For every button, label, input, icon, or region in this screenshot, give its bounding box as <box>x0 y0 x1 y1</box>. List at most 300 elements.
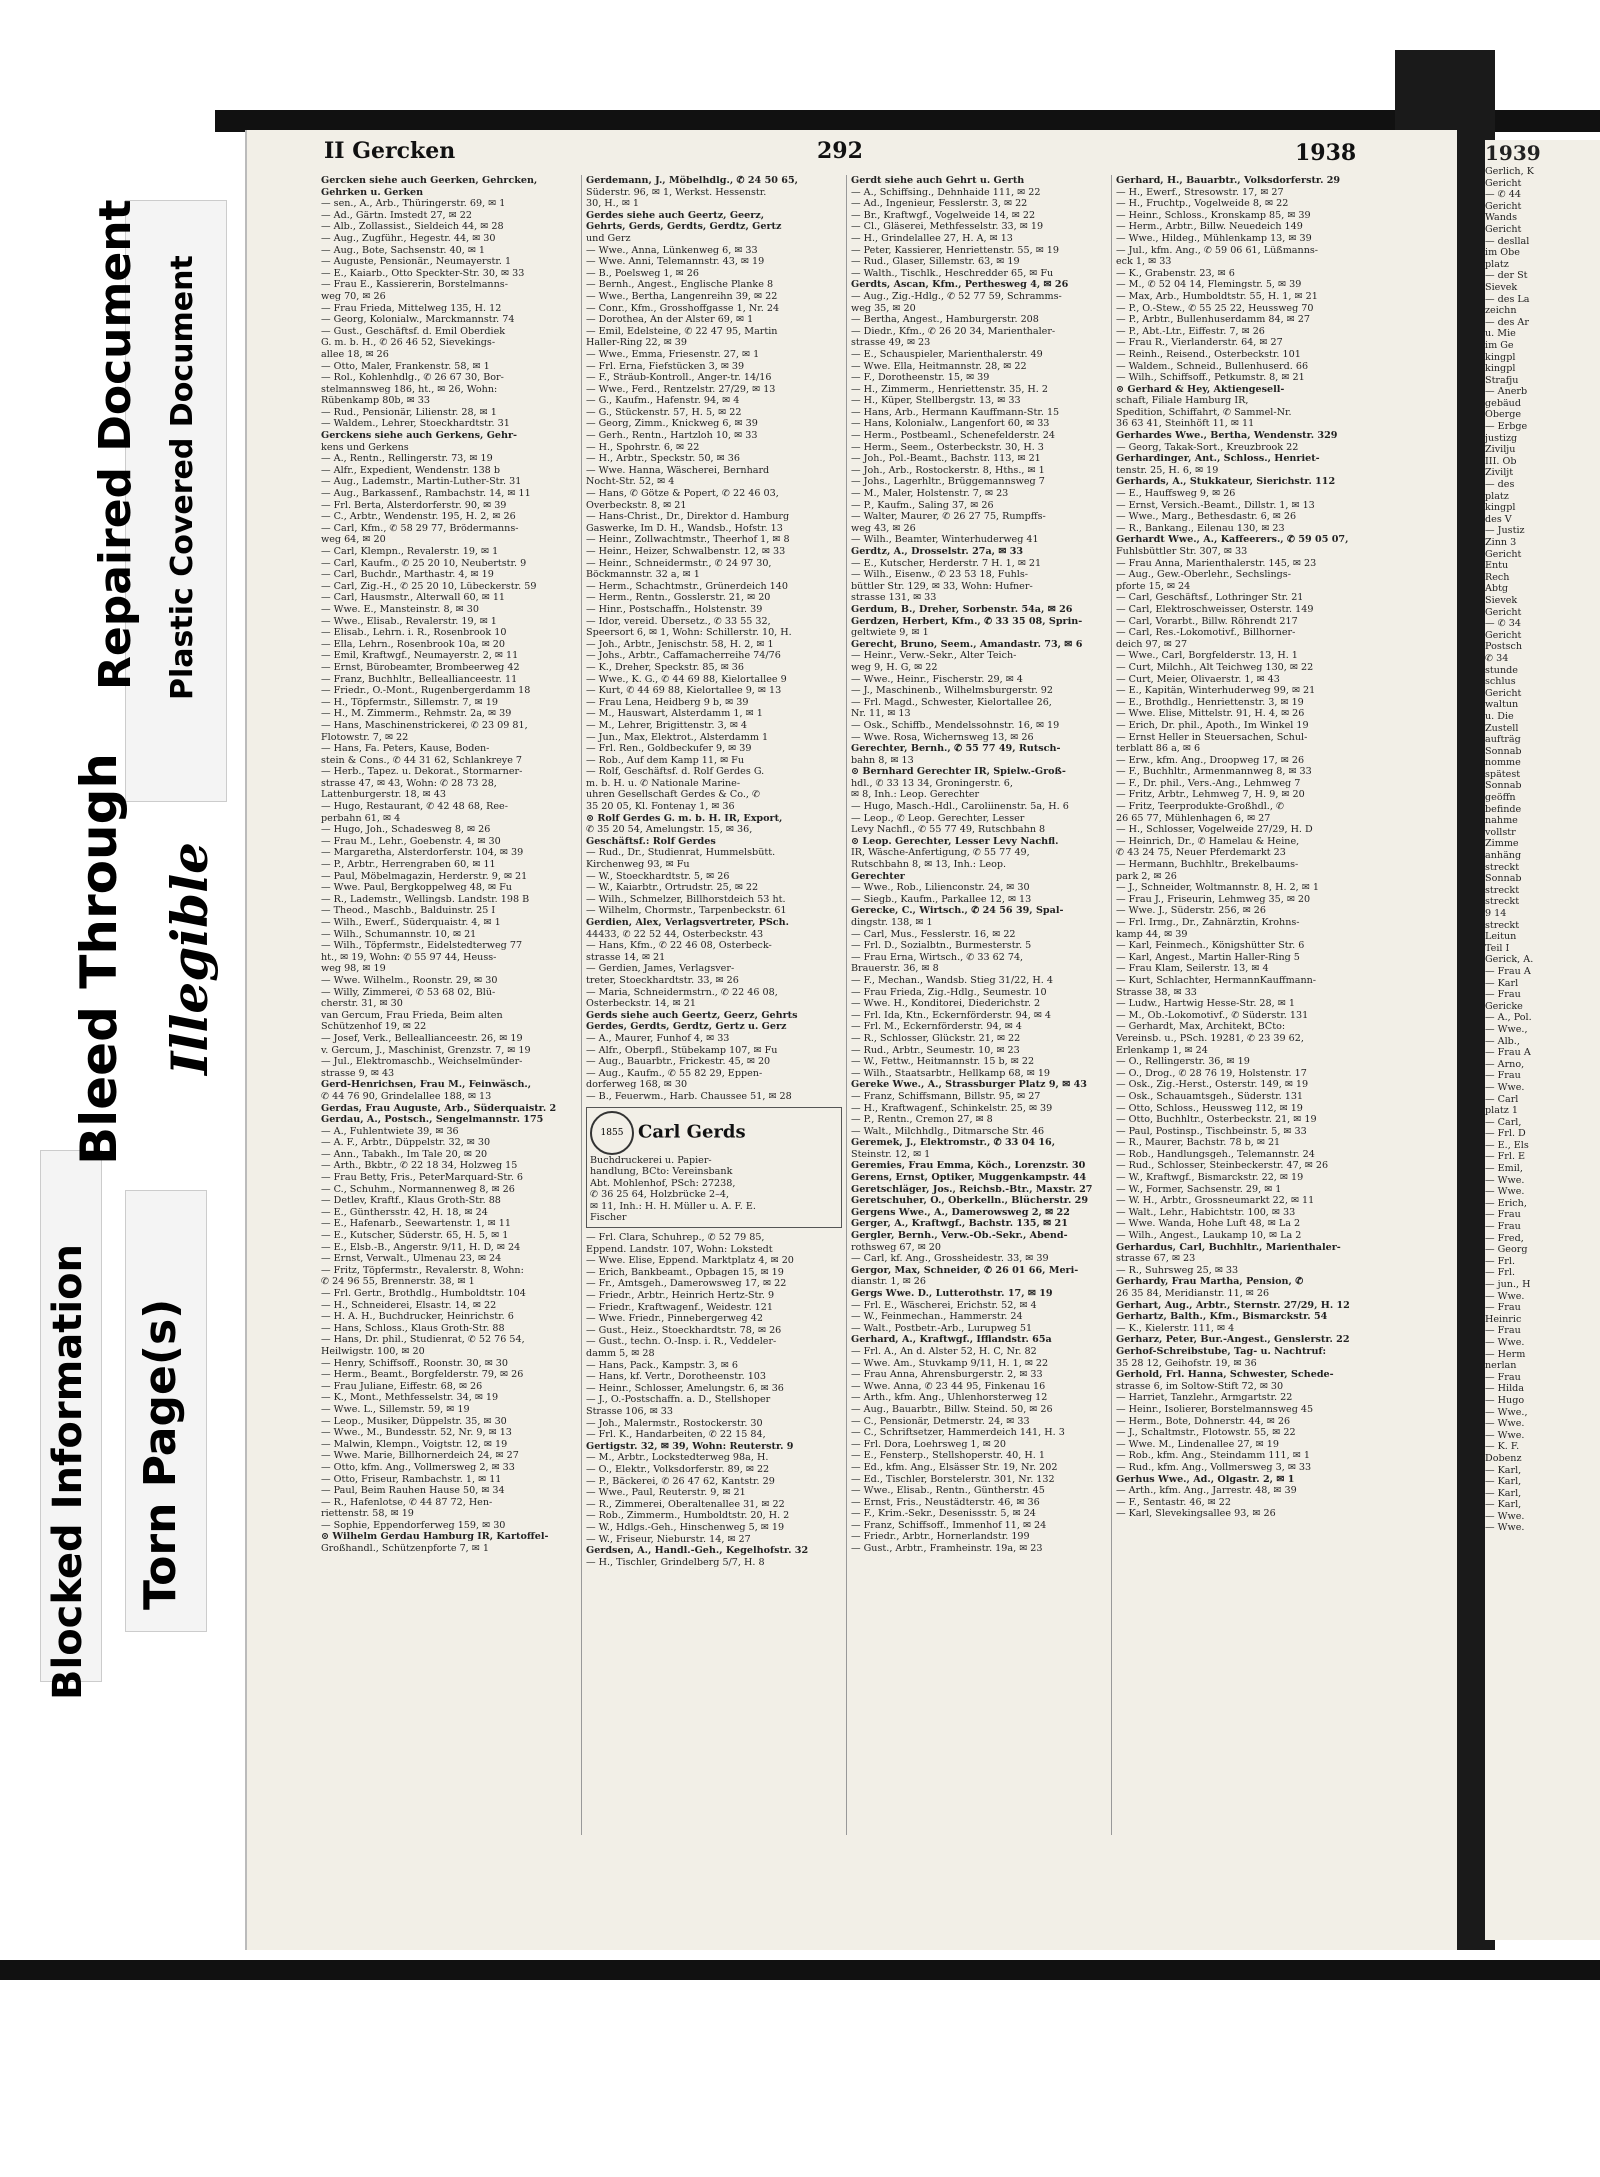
directory-entry: — Hans-Christ., Dr., Direktor d. Hamburg <box>586 511 790 523</box>
directory-entry: — Wwe., Paul, Reuterstr. 9, ✉ 21 <box>586 1487 746 1499</box>
directory-entry: — Joh., Arb., Rostockerstr. 8, Hths., ✉ 1 <box>851 464 1045 476</box>
directory-entry: dorferweg 168, ✉ 30 <box>586 1079 688 1091</box>
directory-entry: — R., Bankang., Eilenau 130, ✉ 23 <box>1116 522 1285 534</box>
directory-entry: — Wwe. Ella, Heitmannstr. 28, ✉ 22 <box>851 360 1027 372</box>
directory-entry: Gerecke, C., Wirtsch., ✆ 24 56 39, Spal- <box>851 905 1064 917</box>
directory-entry: — Rob., Zimmerm., Humboldtstr. 20, H. 2 <box>586 1510 790 1522</box>
strip-entry: Sonnab <box>1485 745 1522 757</box>
directory-entry: Gerharz, Peter, Bur.-Angest., Genslerstr. 22 <box>1116 1334 1350 1346</box>
directory-entry: — Heinr., Schneidermstr., ✆ 24 97 30, <box>586 557 772 569</box>
directory-entry: allee 18, ✉ 26 <box>321 348 389 360</box>
directory-entry: — Ernst Heller in Steuersachen, Schul- <box>1116 731 1308 743</box>
directory-entry: Gerds siehe auch Geertz, Geerz, Gehrts <box>586 1009 798 1021</box>
strip-entry: — Frau <box>1485 1221 1521 1233</box>
directory-entry: — E., Brothdlg., Henriettenstr. 3, ✉ 19 <box>1116 696 1304 708</box>
directory-entry: — Frl. Irmg., Dr., Zahnärztin, Krohns- <box>1116 917 1300 928</box>
directory-entry: — C., Pensionär, Detmerstr. 24, ✉ 33 <box>851 1415 1030 1427</box>
directory-entry: Gaswerke, Im D. H., Wandsb., Hofstr. 13 <box>586 522 783 534</box>
directory-entry: treter, Stoeckhardtstr. 33, ✉ 26 <box>586 974 739 986</box>
directory-entry: — F., Sträub-Kontroll., Anger-tr. 14/16 <box>586 372 772 384</box>
directory-entry: strasse 9, ✉ 43 <box>321 1067 395 1079</box>
directory-entry: — H., Ewerf., Stresowstr. 17, ✉ 27 <box>1116 186 1284 198</box>
strip-entry: Abtg <box>1485 583 1509 595</box>
directory-entry: ✆ 44 76 90, Grindelallee 188, ✉ 13 <box>321 1090 492 1102</box>
directory-entry: — Osk., Schauamtsgeh., Süderstr. 131 <box>1116 1090 1304 1102</box>
directory-entry: — H., Spohrstr. 6, ✉ 22 <box>586 441 700 453</box>
directory-entry: — Wilh., Eisenw., ✆ 23 53 18, Fuhls- <box>851 569 1029 581</box>
directory-entry: — Peter, Kassierer, Henriettenstr. 55, ✉ 19 <box>851 244 1060 256</box>
directory-entry: — Arth., Bkbtr., ✆ 22 18 34, Holzweg 15 <box>321 1160 518 1172</box>
directory-entry: — Heinr., Schlosser, Amelungstr. 6, ✉ 36 <box>586 1382 784 1394</box>
directory-entry: — Heinr., Zollwachtmstr., Theerhof 1, ✉ 8 <box>586 534 790 546</box>
strip-entry: — Hugo <box>1485 1394 1525 1406</box>
page-year: 1938 <box>1295 140 1357 166</box>
strip-entry: kingpl <box>1485 351 1516 363</box>
directory-entry: 44433, ✆ 22 52 44, Osterbeckstr. 43 <box>586 928 764 940</box>
directory-entry: — Max, Arb., Humboldtstr. 55, H. 1, ✉ 21 <box>1116 290 1318 302</box>
bleed-through-label: Bleed Through <box>70 753 128 1165</box>
strip-entry: — Herm <box>1485 1348 1526 1360</box>
strip-entry: geöffn <box>1485 792 1516 804</box>
directory-entry: — Ludw., Hartwig Hesse-Str. 28, ✉ 1 <box>1116 998 1295 1010</box>
directory-entry: — Wwe. Am., Stuvkamp 9/11, H. 1, ✉ 22 <box>851 1357 1049 1369</box>
directory-entry: — R., Schlosser, Glückstr. 21, ✉ 22 <box>851 1032 1021 1044</box>
directory-entry: van Gercum, Frau Frieda, Beim alten <box>321 1009 503 1021</box>
strip-entry: Heinric <box>1485 1313 1522 1325</box>
ad-line: ✆ 36 25 64, Holzbrücke 2–4, <box>590 1189 730 1201</box>
directory-entry: — P., Bäckerei, ✆ 26 47 62, Kantstr. 29 <box>586 1475 775 1487</box>
strip-entry: streckt <box>1485 896 1520 908</box>
directory-entry: — Wilh., Beamter, Winterhuderweg 41 <box>851 534 1039 546</box>
directory-entry: — Hans, ✆ Götze & Popert, ✆ 22 46 03, <box>586 488 779 500</box>
directory-entry: — Carl, Geschäftsf., Lothringer Str. 21 <box>1116 592 1304 604</box>
directory-entry: — Frau E., Kassiererin, Borstelmanns- <box>321 279 508 291</box>
directory-entry: — Frau Lena, Heidberg 9 b, ✉ 39 <box>586 696 749 708</box>
directory-entry: Gerhardy, Frau Martha, Pension, ✆ <box>1116 1276 1304 1288</box>
directory-entry: — Otto, Maler, Frankenstr. 58, ✉ 1 <box>321 360 490 372</box>
directory-entry: — P., Kaufm., Saling 37, ✉ 26 <box>851 499 994 511</box>
directory-entry: — A., Maurer, Funhof 4, ✉ 33 <box>586 1032 730 1044</box>
directory-entry: Gehrken u. Gerken <box>321 186 424 198</box>
strip-entry: u. Die <box>1485 710 1514 722</box>
strip-entry: schlus <box>1485 676 1516 688</box>
strip-entry: ✆ 34 <box>1485 652 1509 664</box>
directory-entry: — Ernst, Verwalt., Ulmenau 23, ✉ 24 <box>321 1253 502 1265</box>
directory-entry: rothsweg 67, ✉ 20 <box>851 1241 942 1253</box>
directory-entry: Geremek, J., Elektromstr., ✆ 33 04 16, <box>851 1137 1056 1149</box>
strip-entry: im Obe <box>1485 247 1520 259</box>
directory-entry: ⊙ Wilhelm Gerdau Hamburg IR, Kartoffel- <box>321 1531 549 1543</box>
directory-entry: — Frau Frieda, Zig.-Hdlg., Seumestr. 10 <box>851 986 1047 998</box>
directory-entry: Eppend. Landstr. 107, Wohn: Lokstedt <box>586 1243 773 1255</box>
directory-entry: — Hermann, Buchhltr., Brekelbaums- <box>1116 859 1299 871</box>
strip-entry: — Justiz <box>1485 525 1525 537</box>
directory-entry: — Rud., Arbtr., Seumestr. 10, ✉ 23 <box>851 1044 1020 1056</box>
directory-entry: — Wwe. Paul, Bergkoppelweg 48, ✉ Fu <box>321 882 512 894</box>
directory-entry: — Carl, Hausmstr., Alterwall 60, ✉ 11 <box>321 592 506 604</box>
directory-entry: — E., Kaiarb., Otto Speckter-Str. 30, ✉ 33 <box>321 267 525 279</box>
strip-entry: des V <box>1485 513 1512 525</box>
directory-entry: — Friedr., Kraftwagenf., Weidestr. 121 <box>586 1301 773 1313</box>
directory-entry: — Heinr., Isolierer, Borstelmannsweg 45 <box>1116 1403 1314 1415</box>
directory-entry: Levy Nachfl., ✆ 55 77 49, Rutschbahn 8 <box>851 824 1046 836</box>
directory-entry: — Aug., Kaufm., ✆ 55 82 29, Eppen- <box>586 1067 763 1079</box>
directory-entry: — Wwe., Elisab., Revalerstr. 19, ✉ 1 <box>321 615 497 627</box>
directory-entry: ⊙ Leop. Gerechter, Lesser Levy Nachfl. <box>851 835 1059 847</box>
directory-entry: ✉ 8, Inh.: Leop. Gerechter <box>851 789 980 801</box>
strip-entry: Gericht <box>1485 606 1522 618</box>
strip-entry: Gerick, A. <box>1485 954 1534 966</box>
ad-line: Abt. Mohlenhof, PSch: 27238, <box>590 1177 736 1189</box>
directory-entry: — H., Fruchtp., Vogelweide 8, ✉ 22 <box>1116 198 1289 210</box>
strip-entry: spätest <box>1485 768 1521 780</box>
directory-entry: — Curt, Milchh., Alt Teichweg 130, ✉ 22 <box>1116 661 1314 673</box>
directory-entry: — R., Maurer, Bachstr. 78 b, ✉ 21 <box>1116 1137 1281 1149</box>
page-header <box>247 130 1457 170</box>
directory-entry: ✆ 43 24 75, Neuer Pferdemarkt 23 <box>1116 847 1286 859</box>
directory-entry: 35 28 12, Geihofstr. 19, ✉ 36 <box>1116 1357 1257 1369</box>
strip-entry: — Frau <box>1485 989 1521 1001</box>
directory-entry: — F., Mechan., Wandsb. Stieg 31/22, H. 4 <box>851 974 1053 986</box>
directory-entry: — M., Ob.-Lokomotivf., ✆ Süderstr. 131 <box>1116 1009 1309 1021</box>
directory-entry: Geremies, Frau Emma, Köch., Lorenzstr. 30 <box>851 1160 1086 1172</box>
directory-entry: — Hugo, Masch.-Hdl., Caroliinenstr. 5a, H. 6 <box>851 801 1069 813</box>
directory-entry: — Wwe., Elisab., Rentn., Güntherstr. 45 <box>851 1485 1045 1497</box>
strip-entry: befinde <box>1485 803 1522 815</box>
directory-entry: — Erw., kfm. Ang., Droopweg 17, ✉ 26 <box>1116 754 1305 766</box>
directory-entry: — M., Lehrer, Brigittenstr. 3, ✉ 4 <box>586 719 748 731</box>
directory-entry: — K., Mont., Methfesselstr. 34, ✉ 19 <box>321 1392 499 1404</box>
directory-entry: — A., Fuhlentwiete 39, ✉ 36 <box>321 1125 459 1137</box>
directory-entry: — Malwin, Klempn., Voigtstr. 12, ✉ 19 <box>321 1438 508 1450</box>
directory-entry: — Walter, Maurer, ✆ 26 27 75, Rumpffs- <box>851 511 1046 523</box>
strip-entry: — Arno, <box>1485 1058 1525 1070</box>
directory-entry: — W., Former, Sachsenstr. 29, ✉ 1 <box>1116 1183 1282 1195</box>
directory-entry: — Karl, Slevekingsallee 93, ✉ 26 <box>1116 1508 1276 1520</box>
strip-entry: — Wwe. <box>1485 1336 1525 1348</box>
directory-entry: — Walt., Milchhdlg., Ditmarsche Str. 46 <box>851 1125 1045 1137</box>
strip-entry: — Frl. <box>1485 1255 1516 1267</box>
directory-entry: — Rud., Glaser, Sillemstr. 63, ✉ 19 <box>851 256 1020 268</box>
strip-entry: — jun., H <box>1485 1279 1531 1290</box>
strip-entry: 9 14 <box>1485 908 1507 919</box>
directory-entry: — Friedr., O.-Mont., Rugenbergerdamm 18 <box>321 685 531 697</box>
directory-entry: — Elisab., Lehrn. i. R., Rosenbrook 10 <box>321 627 507 639</box>
strip-entry: Sonnab <box>1485 873 1522 885</box>
strip-entry: aufträg <box>1485 734 1521 746</box>
directory-entry: Gerhardt Wwe., A., Kaffeerers., ✆ 59 05 07, <box>1116 534 1349 546</box>
strip-entry: Gerlich, K <box>1485 166 1534 177</box>
strip-entry: Zinn 3 <box>1485 537 1517 548</box>
directory-entry: ✆ 24 96 55, Brennerstr. 38, ✉ 1 <box>321 1276 475 1288</box>
directory-entry: — Frl. Ren., Goldbeckufer 9, ✉ 39 <box>586 743 752 755</box>
directory-entry: — Wwe. Elise, Eppend. Marktplatz 4, ✉ 20 <box>586 1255 794 1267</box>
strip-entry: streckt <box>1485 884 1520 896</box>
directory-entry: — F., Dorotheenstr. 15, ✉ 39 <box>851 372 990 384</box>
directory-columns <box>317 175 1377 1835</box>
directory-entry: — Rob., kfm. Ang., Steindamm 111, ✉ 1 <box>1116 1450 1310 1462</box>
directory-entry: weg 43, ✉ 26 <box>851 522 916 534</box>
directory-entry: — Herm., Schachtmstr., Grünerdeich 140 <box>586 580 788 592</box>
directory-entry: — E., Hauffsweg 9, ✉ 26 <box>1116 488 1236 500</box>
directory-entry: — Franz, Buchhltr., Belleallianceestr. 11 <box>321 673 518 685</box>
strip-entry: platz <box>1485 258 1509 270</box>
directory-entry: — Fritz, Teerprodukte-Großhdl., ✆ <box>1116 801 1284 813</box>
carl-gerds-advertisement <box>586 1107 842 1229</box>
directory-entry: — Frl. K., Handarbeiten, ✆ 22 15 84, <box>586 1429 766 1441</box>
directory-entry: — Arth., kfm. Ang., Uhlenhorsterweg 12 <box>851 1392 1048 1404</box>
directory-entry: — Theod., Maschb., Balduinstr. 25 I <box>321 905 496 917</box>
directory-entry: — Sophie, Eppendorferweg 159, ✉ 30 <box>321 1519 506 1531</box>
directory-entry: — Wwe. J., Süderstr. 256, ✉ 26 <box>1116 905 1267 917</box>
bottom-edge-band <box>0 1960 1600 1980</box>
directory-entry: — Hans, Schloss., Klaus Groth-Str. 88 <box>321 1322 505 1334</box>
strip-entry: — Wwe. <box>1485 1290 1525 1302</box>
directory-entry: — Ad., Ingenieur, Fesslerstr. 3, ✉ 22 <box>851 198 1028 210</box>
strip-entry: Rech <box>1485 571 1510 583</box>
directory-entry: — Aug., Bauarbtr., Frickestr. 45, ✉ 20 <box>586 1056 771 1068</box>
directory-entry: Gerd-Henrichsen, Frau M., Feinwäsch., <box>321 1079 532 1091</box>
directory-entry: 26 35 84, Meridianstr. 11, ✉ 26 <box>1116 1288 1270 1299</box>
directory-entry: hdl., ✆ 33 13 34, Groningerstr. 6, <box>851 777 1013 789</box>
directory-entry: — J., Maschinenb., Wilhelmsburgerstr. 92 <box>851 685 1054 697</box>
directory-entry: — Hugo, Restaurant, ✆ 42 48 68, Ree- <box>321 801 508 813</box>
directory-entry: — Otto, Friseur, Rambachstr. 1, ✉ 11 <box>321 1473 502 1485</box>
directory-entry: Gerdzen, Herbert, Kfm., ✆ 33 35 08, Sprin- <box>851 615 1083 627</box>
directory-entry: — Hans, Maschinenstrickerei, ✆ 23 09 81, <box>321 719 528 731</box>
strip-entry: — Wwe. <box>1485 1081 1525 1093</box>
directory-entry: — Frl. A., An d. Alster 52, H. C, Nr. 82 <box>851 1345 1037 1357</box>
directory-entry: Gergs Wwe. D., Lutterothstr. 17, ✉ 19 <box>851 1288 1053 1299</box>
directory-entry: — Margaretha, Alsterdorferstr. 104, ✉ 39 <box>321 847 524 859</box>
directory-entry: — Aug., Bote, Sachsenstr. 40, ✉ 1 <box>321 244 486 256</box>
directory-entry: — Rud., kfm. Ang., Vollmersweg 3, ✉ 33 <box>1116 1461 1312 1473</box>
directory-entry: — Walt., Postbetr.-Arb., Lurupweg 51 <box>851 1322 1033 1334</box>
directory-entry: — Dorothea, An der Alster 69, ✉ 1 <box>586 314 754 326</box>
directory-entry: — Wwe. H., Konditorei, Diederichstr. 2 <box>851 998 1041 1010</box>
directory-entry: — Rol., Kohlenhdlg., ✆ 26 67 30, Bor- <box>321 372 504 384</box>
directory-entry: Gerecht, Bruno, Seem., Amandastr. 73, ✉ 6 <box>851 638 1083 650</box>
directory-entry: 35 20 05, Kl. Fontenay 1, ✉ 36 <box>586 801 735 813</box>
directory-entry: — Wwe. E., Mansteinstr. 8, ✉ 30 <box>321 603 479 615</box>
directory-entry: — Herb., Tapez. u. Dekorat., Stormarner- <box>321 766 523 778</box>
directory-entry: — Wwe., Marg., Bethesdastr. 6, ✉ 26 <box>1116 511 1297 523</box>
strip-entry: — K. F. <box>1485 1441 1520 1453</box>
strip-entry: Sievek <box>1485 281 1518 293</box>
directory-entry: — Joh., Pol.-Beamt., Bachstr. 113, ✉ 21 <box>851 453 1041 465</box>
directory-entry: kens und Gerkens <box>321 441 409 453</box>
directory-entry: Gerhartz, Balth., Kfm., Bismarckstr. 54 <box>1116 1311 1328 1323</box>
directory-entry: — H., M. Zimmerm., Rehmstr. 2a, ✉ 39 <box>321 708 512 720</box>
directory-entry: — Carl, Buchdr., Marthastr. 4, ✉ 19 <box>321 569 494 581</box>
directory-entry: — H., Grindelallee 27, H. A, ✉ 13 <box>851 232 1013 244</box>
directory-entry: — Hans, kf. Vertr., Dorotheenstr. 103 <box>586 1371 767 1383</box>
directory-entry: geltwiete 9, ✉ 1 <box>851 627 929 639</box>
directory-entry: — Fritz, Töpfermstr., Revalerstr. 8, Wohn: <box>321 1264 524 1276</box>
directory-entry: — P., Arbtr., Herrengraben 60, ✉ 11 <box>321 859 496 871</box>
directory-entry: Gerhardinger, Ant., Schloss., Henriet- <box>1116 453 1320 465</box>
directory-entry: — Fritz, Arbtr., Lehmweg 7, H. 9, ✉ 20 <box>1116 789 1305 801</box>
directory-entry: ht., ✉ 19, Wohn: ✆ 55 97 44, Heuss- <box>321 951 497 963</box>
directory-entry: — Georg, Kolonialw., Marckmannstr. 74 <box>321 314 515 326</box>
directory-entry: Geretschläger, Jos., Reichsb.-Btr., Maxstr. 27 <box>851 1183 1093 1195</box>
directory-entry: — Frau Frieda, Mittelweg 135, H. 12 <box>321 302 502 314</box>
strip-entry: im Ge <box>1485 339 1514 351</box>
directory-entry: — Siegb., Kaufm., Parkallee 12, ✉ 13 <box>851 893 1032 905</box>
next-page-strip <box>1485 140 1600 1940</box>
directory-entry: — Alb., Zollassist., Sieldeich 44, ✉ 28 <box>321 221 504 233</box>
directory-entry: — J., O.-Postschaffn. a. D., Stellshoper <box>586 1394 771 1406</box>
gerds-logo-icon: 1855 <box>590 1111 634 1155</box>
directory-entry: — Carl, Zig.-H., ✆ 25 20 10, Lübeckerstr. 59 <box>321 580 537 592</box>
directory-entry: Gerdtz, A., Drosselstr. 27a, ✉ 33 <box>851 546 1024 557</box>
directory-entry: büttler Str. 129, ✉ 33, Wohn: Hufner- <box>851 580 1033 592</box>
directory-entry: Gerckens siehe auch Gerkens, Gehr- <box>321 430 518 442</box>
strip-entry: u. Mie <box>1485 328 1516 340</box>
directory-entry: — Emil, Kraftwgf., Neumayerstr. 2, ✉ 11 <box>321 650 519 662</box>
directory-entry: damm 5, ✉ 28 <box>586 1348 655 1359</box>
strip-entry: Gericht <box>1485 223 1522 235</box>
directory-entry: — Carl, Klempn., Revalerstr. 19, ✉ 1 <box>321 546 499 557</box>
directory-entry: — Wwe. Rosa, Wichernsweg 13, ✉ 26 <box>851 731 1034 743</box>
directory-entry: — Wwe., M., Bundesstr. 52, Nr. 9, ✉ 13 <box>321 1427 512 1439</box>
strip-entry: — Frl. <box>1485 1267 1516 1279</box>
directory-entry: strasse 6, im Soltow-Stift 72, ✉ 30 <box>1116 1380 1284 1392</box>
directory-entry: — Franz, Schiffsoff., Immenhof 11, ✉ 24 <box>851 1519 1047 1531</box>
directory-entry: 30, H., ✉ 1 <box>586 198 640 210</box>
strip-entry: justizg <box>1485 432 1518 444</box>
directory-entry: — Erich, Bankbeamt., Opbagen 15, ✉ 19 <box>586 1266 784 1278</box>
directory-entry: — Wilh., Schiffsoff., Petkumstr. 8, ✉ 21 <box>1116 372 1305 384</box>
strip-entry: kingpl <box>1485 502 1516 514</box>
strip-entry: — Hilda <box>1485 1383 1525 1395</box>
strip-entry: — Wwe., <box>1485 1406 1528 1418</box>
directory-entry: — A. F., Arbtr., Düppelstr. 32, ✉ 30 <box>321 1137 491 1149</box>
directory-entry: — E., Kutscher, Herderstr. 7 H. 1, ✉ 21 <box>851 557 1042 569</box>
directory-entry: — Josef, Verk., Belleallianceestr. 26, ✉ 19 <box>321 1032 523 1044</box>
directory-entry: ⊙ Gerhard & Hey, Aktiengesell- <box>1116 383 1285 395</box>
directory-entry: — Ernst, Versich.-Beamt., Dillstr. 1, ✉ 13 <box>1116 499 1315 511</box>
directory-entry: — Wilh., Schumannstr. 10, ✉ 21 <box>321 928 477 940</box>
directory-entry: Steinstr. 12, ✉ 1 <box>851 1148 931 1160</box>
directory-entry: — Wwe., Emma, Friesenstr. 27, ✉ 1 <box>586 348 760 360</box>
repaired-document-label: Repaired Document <box>90 199 141 690</box>
directory-entry: — Waldem., Schneid., Bullenhuserd. 66 <box>1116 360 1309 372</box>
directory-entry: stein & Cons., ✆ 44 31 62, Schlankreye 7 <box>321 754 523 766</box>
directory-entry: — Wwe., K. G., ✆ 44 69 88, Kielortallee 9 <box>586 673 787 685</box>
directory-entry: weg 98, ✉ 19 <box>321 963 386 975</box>
directory-entry: strasse 67, ✉ 23 <box>1116 1253 1196 1265</box>
strip-entry: — Frl. D <box>1485 1128 1526 1140</box>
directory-entry: dingstr. 138, ✉ 1 <box>851 917 933 928</box>
directory-entry: — Heinr., Heizer, Schwalbenstr. 12, ✉ 33 <box>586 546 786 557</box>
directory-entry: — Frl. Magd., Schwester, Kielortallee 26, <box>851 696 1052 708</box>
directory-entry: — Leop., ✆ Leop. Gerechter, Lesser <box>851 812 1025 824</box>
directory-entry: Gerdum, B., Dreher, Sorbenstr. 54a, ✉ 26 <box>851 603 1073 615</box>
directory-entry: — Johs., Arbtr., Caffamacherreihe 74/76 <box>586 650 781 662</box>
directory-entry: Gerhardes Wwe., Bertha, Wendenstr. 329 <box>1116 430 1338 442</box>
directory-entry: — Br., Kraftwgf., Vogelweide 14, ✉ 22 <box>851 209 1036 221</box>
directory-entry: Böckmannstr. 32 a, ✉ 1 <box>586 569 700 581</box>
directory-entry: — W., Kraftwgf., Bismarckstr. 22, ✉ 19 <box>1116 1172 1304 1184</box>
directory-entry: Haller-Ring 22, ✉ 39 <box>586 337 687 349</box>
directory-entry: — Ernst, Bürobeamter, Brombeerweg 42 <box>321 661 520 673</box>
directory-entry: — Arth., kfm. Ang., Jarrestr. 48, ✉ 39 <box>1116 1485 1297 1497</box>
directory-entry: — Joh., Malermstr., Rostockerstr. 30 <box>586 1417 763 1429</box>
directory-entry: und Gerz <box>586 232 631 244</box>
directory-entry: — C., Schriftsetzer, Hammerdeich 141, H. 3 <box>851 1427 1065 1439</box>
directory-entry: — Aug., Lademstr., Martin-Luther-Str. 31 <box>321 476 522 488</box>
ad-line: handlung, BCto: Vereinsbank <box>590 1166 733 1178</box>
directory-entry: Gerhart, Aug., Arbtr., Sternstr. 27/29, H. 12 <box>1116 1299 1350 1311</box>
directory-column-1 <box>317 175 582 1835</box>
directory-entry: Geschäftsf.: Rolf Gerdes <box>586 835 716 847</box>
directory-entry: — E., Kapitän, Winterhuderweg 99, ✉ 21 <box>1116 685 1316 697</box>
directory-entry: — O., Rellingerstr. 36, ✉ 19 <box>1116 1056 1250 1068</box>
blocked-information-label: Blocked Information <box>45 1243 91 1700</box>
directory-entry: Gergor, Max, Schneider, ✆ 26 01 66, Meri- <box>851 1264 1079 1276</box>
strip-entry: — Carl, <box>1485 1116 1522 1128</box>
directory-entry: — Hans, Kolonialw., Langenfort 60, ✉ 33 <box>851 418 1050 430</box>
directory-entry: Overbeckstr. 8, ✉ 21 <box>586 499 687 511</box>
directory-entry: — Carl, kf. Ang., Grossheidestr. 33, ✉ 39 <box>851 1253 1049 1265</box>
page-number: 292 <box>817 138 863 164</box>
strip-entry: Teil I <box>1485 942 1510 954</box>
directory-entry: — Wwe. Anna, ✆ 23 44 95, Finkenau 16 <box>851 1380 1046 1392</box>
directory-entry: — Frl. M., Eckernförderstr. 94, ✉ 4 <box>851 1021 1022 1033</box>
directory-entry: ⊙ Bernhard Gerechter IR, Spielw.-Groß- <box>851 766 1066 778</box>
strip-entry: — Wwe., <box>1485 1023 1528 1035</box>
strip-entry: — Karl, <box>1485 1499 1522 1511</box>
directory-entry: — H., Kraftwagenf., Schinkelstr. 25, ✉ 39 <box>851 1102 1053 1114</box>
directory-entry: — Willy, Zimmerei, ✆ 53 68 02, Blü- <box>321 986 496 998</box>
strip-entry: nomme <box>1485 757 1521 769</box>
directory-entry: — Wilh., Staatsarbtr., Hellkamp 68, ✉ 19 <box>851 1067 1051 1079</box>
strip-entry: Postsch <box>1485 641 1523 653</box>
directory-entry: — Erich, Dr. phil., Apoth., Im Winkel 19 <box>1116 719 1309 731</box>
directory-entry: — Alfr., Expedient, Wendenstr. 138 b <box>321 464 500 476</box>
directory-entry: — W., Kaiarbtr., Ortrudstr. 25, ✉ 22 <box>586 882 759 894</box>
directory-entry: — Ed., kfm. Ang., Elsässer Str. 19, Nr. 202 <box>851 1461 1058 1473</box>
strip-entry: — Emil, <box>1485 1163 1523 1175</box>
strip-entry: Gericht <box>1485 200 1522 212</box>
directory-entry: — E., Schauspieler, Marienthalerstr. 49 <box>851 348 1043 360</box>
directory-entry: Gerdts, Ascan, Kfm., Perthesweg 4, ✉ 26 <box>851 279 1069 291</box>
directory-entry: — Gerh., Rentn., Hartzloh 10, ✉ 33 <box>586 430 758 442</box>
directory-entry: weg 9, H. G, ✉ 22 <box>851 661 938 673</box>
directory-entry: — Karl, Feinmech., Königshütter Str. 6 <box>1116 940 1305 952</box>
directory-entry: — Osk., Schiffb., Mendelssohnstr. 16, ✉ 19 <box>851 719 1060 731</box>
directory-entry: — Auguste, Pensionär., Neumayerstr. 1 <box>321 256 512 268</box>
directory-entry: Gehrts, Gerds, Gerdts, Gerdtz, Gertz <box>586 221 782 233</box>
illegible-label: Illegible <box>160 842 219 1075</box>
directory-entry: — Aug., Gew.-Oberlehr., Sechslings- <box>1116 569 1291 581</box>
directory-entry: Gerhard, A., Kraftwgf., Ifflandstr. 65a <box>851 1334 1052 1346</box>
directory-entry: Rutschbahn 8, ✉ 13, Inh.: Leop. <box>851 859 1007 871</box>
directory-entry: — Wwe. L., Sillemstr. 59, ✉ 19 <box>321 1403 470 1415</box>
strip-entry: zeichn <box>1485 305 1517 317</box>
strip-entry: — Frau A <box>1485 1047 1531 1059</box>
directory-entry: — Otto, Schloss., Heussweg 112, ✉ 19 <box>1116 1102 1303 1114</box>
strip-entry: nahme <box>1485 815 1518 827</box>
strip-entry: — Erbge <box>1485 421 1528 433</box>
directory-entry: — F., Buchhltr., Armenmannweg 8, ✉ 33 <box>1116 766 1312 778</box>
directory-entry: IR, Wäsche-Anfertigung, ✆ 55 77 49, <box>851 847 1030 859</box>
strip-entry: — desllal <box>1485 235 1530 247</box>
directory-entry: uhren Gesellschaft Gerdes & Co., ✆ <box>586 789 761 801</box>
directory-entry: — P., Abt.-Ltr., Eiffestr. 7, ✉ 26 <box>1116 325 1265 337</box>
directory-entry: — R., Suhrsweg 25, ✉ 33 <box>1116 1264 1239 1276</box>
